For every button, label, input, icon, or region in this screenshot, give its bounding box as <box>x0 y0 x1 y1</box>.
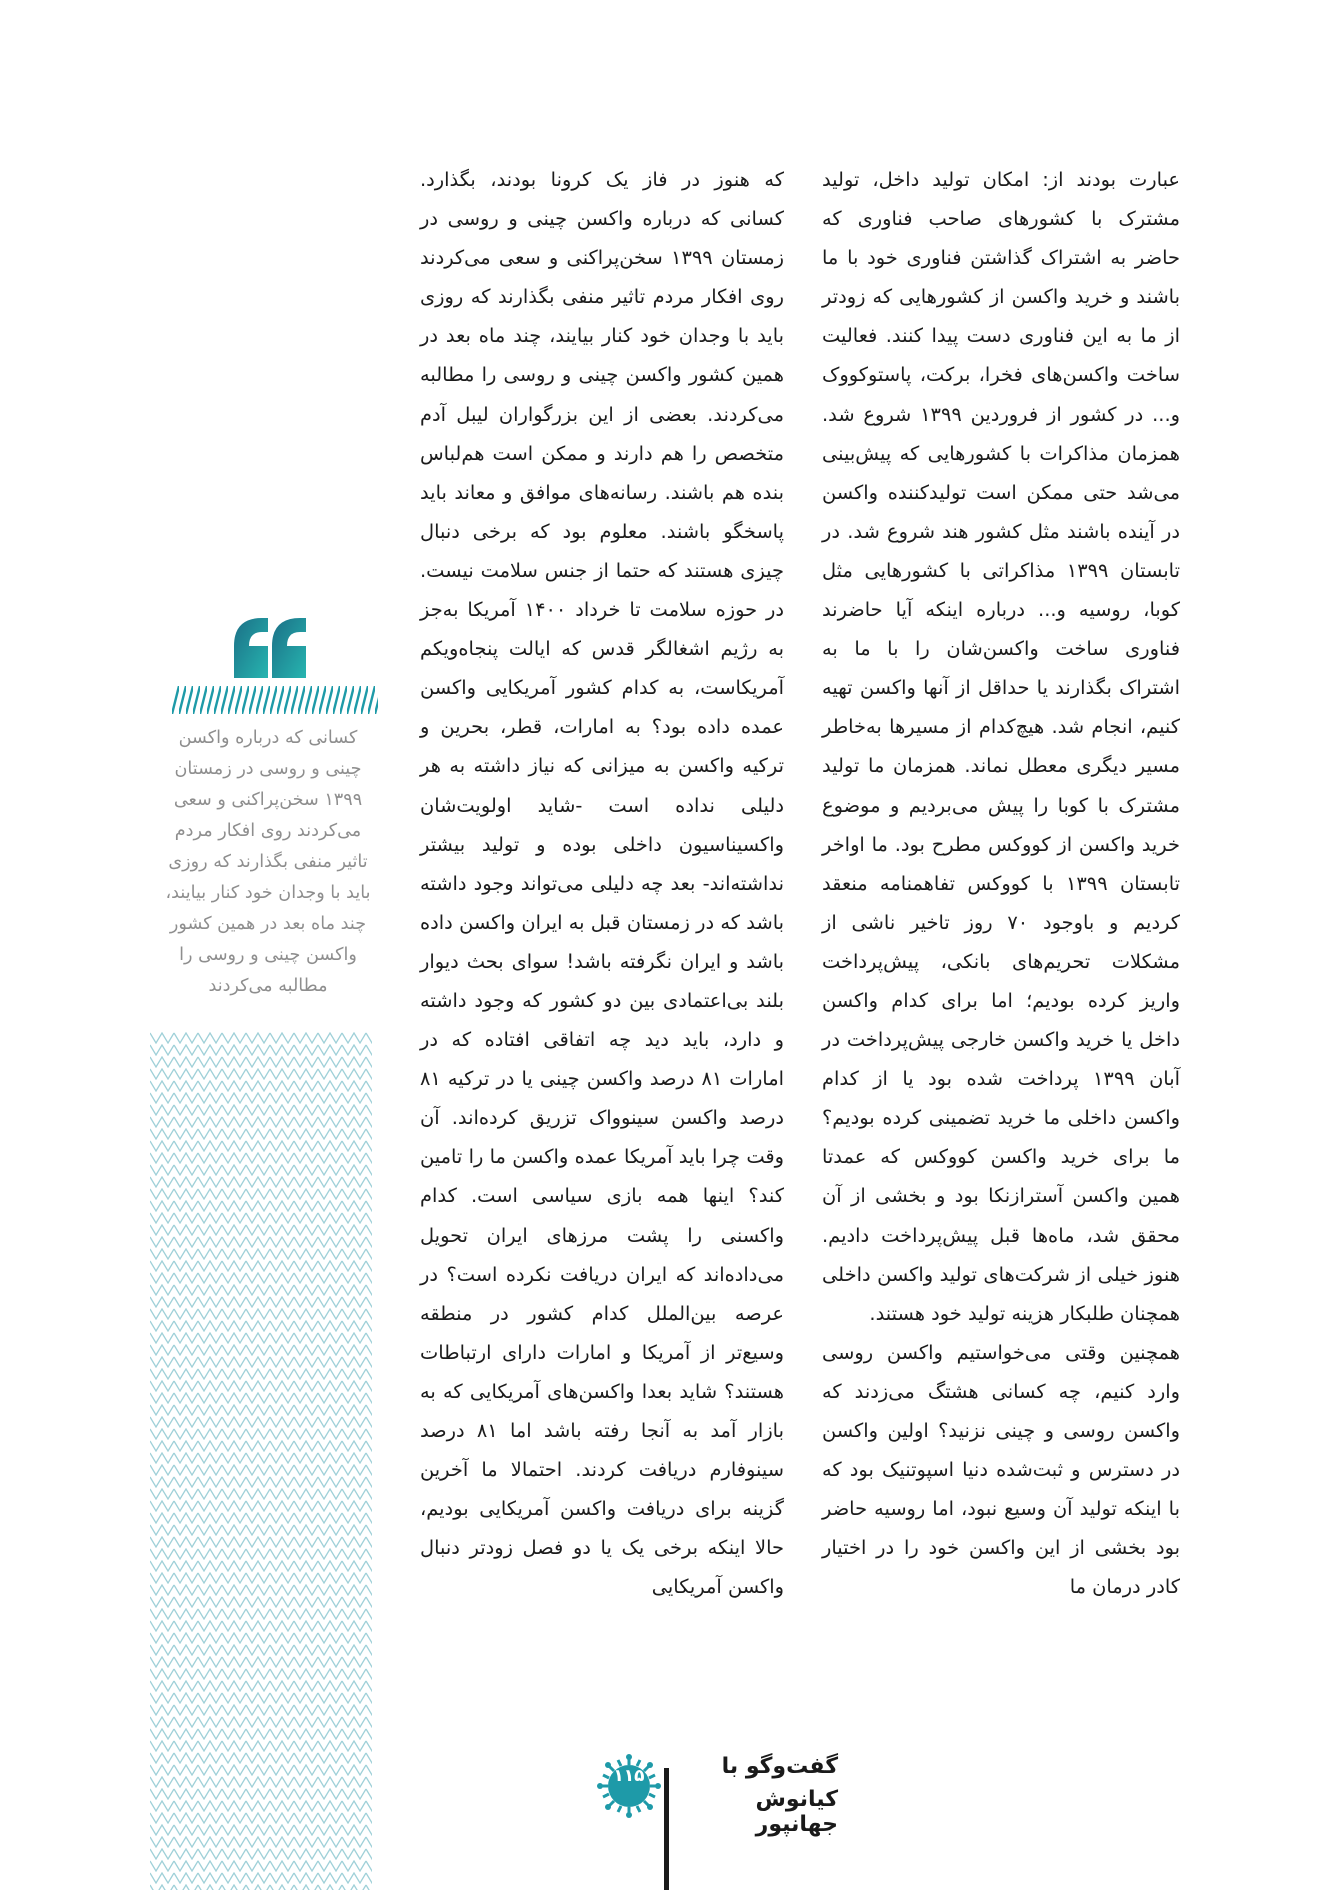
pull-quote: کسانی که درباره واکسن چینی و روسی در زمستان ۱۳۹۹ سخن‌پراکنی و سعی می‌کردند روی افکار مردم تاثیر منفی بگذارند که روزی باید با وجدان خود کنار بیایند، چند ماه بعد در همین کشور واکسن چینی و روسی را مطالبه می‌کردند <box>165 728 371 996</box>
page-number: ۱۱۵ <box>613 1766 645 1786</box>
paragraph: همچنین وقتی می‌خواستیم واکسن روسی وارد کنیم، چه کسانی هشتگ می‌زدند که واکسن روسی و چینی نزنید؟ اولین واکسن در دسترس و ثبت‌شده دنیا اسپوتنیک بود که با اینکه تولید آن وسیع نبود، اما روسیه حاضر بود بخشی از این واکسن خود را در اختیار کادر درمان ما <box>822 1340 1180 1599</box>
article-column-middle <box>420 160 784 1606</box>
article-column-right <box>822 160 1180 1606</box>
quote-icon <box>234 618 306 678</box>
zigzag-pattern <box>150 1032 372 1890</box>
paragraph: که هنوز در فاز یک کرونا بودند، بگذارد. کسانی که درباره واکسن چینی و روسی در زمستان ۱۳۹۹ سخن‌پراکنی و سعی می‌کردند روی افکار مردم تاثیر منفی بگذارند که روزی باید با وجدان خود کنار بیایند، چند ماه بعد در همین کشور واکسن چینی و روسی را مطالبه می‌کردند. بعضی از این بزرگواران لیبل آدم متخصص را هم دارند و ممکن است هم‌لباس بنده هم باشند. رسانه‌های موافق و معاند باید پاسخگو باشند. معلوم بود که برخی دنبال چیزی هستند که حتما از جنس سلامت نیست. در حوزه سلامت تا خرداد ۱۴۰۰ آمریکا به‌جز به رژیم اشغالگر قدس که ایالت پنجاه‌ویکم آمریکاست، به کدام کشور آمریکایی واکسن عمده داده بود؟ به امارات، قطر، بحرین و ترکیه واکسن به میزانی که نیاز داشته به هر دلیلی نداده است -شاید اولویت‌شان واکسیناسیون داخلی بوده و تولید بیشتر نداشته‌اند- بعد چه دلیلی می‌تواند وجود داشته باشد که در زمستان قبل به ایران واکسن داده باشد و ایران نگرفته باشد! سوای بحث دیوار بلند بی‌اعتمادی بین دو کشور که وجود داشته و دارد، باید دید چه اتفاقی افتاده که در امارات ۸۱ درصد واکسن چینی یا در ترکیه ۸۱ درصد واکسن سینوواک تزریق کرده‌اند. آن وقت چرا باید آمریکا عمده واکسن ما را تامین کند؟ اینها همه بازی سیاسی است. کدام واکسنی را پشت مرزهای ایران تحویل می‌داده‌اند که ایران دریافت نکرده است؟ در عرصه بین‌الملل کدام کشور در منطقه وسیع‌تر از آمریکا و امارات دارای ارتباطات هستند؟ شاید بعدا واکسن‌های آمریکایی که به بازار آمد به آنجا رفته باشد اما ۸۱ درصد سینوفارم دریافت کردند. احتمالا ما آخرین گزینه برای دریافت واکسن آمریکایی بودیم، حالا اینکه برخی یک یا دو فصل زودتر دنبال واکسن آمریکایی <box>420 168 784 1599</box>
section-subtitle: کیانوش جهانپور <box>755 1787 838 1837</box>
virus-badge-icon <box>596 1753 662 1819</box>
footer-divider <box>664 1768 669 1890</box>
paragraph: عبارت بودند از: امکان تولید داخل، تولید مشترک با کشورهای صاحب فناوری که حاضر به اشتراک گذاشتن فناوری خود با ما باشند و خرید واکسن از کشورهایی که زودتر از ما به این فناوری دست پیدا کنند. فعالیت ساخت واکسن‌های فخرا، برکت، پاستوکووک و... در کشور از فروردین ۱۳۹۹ شروع شد. همزمان مذاکرات با کشورهایی که پیش‌بینی می‌شد حتی ممکن است تولیدکننده واکسن در آینده باشند مثل کشور هند شروع شد. در تابستان ۱۳۹۹ مذاکراتی با کشورهایی مثل کوبا، روسیه و... درباره اینکه آیا حاضرند فناوری ساخت واکسن‌شان را با ما به اشتراک بگذارند یا حداقل از آنها واکسن تهیه کنیم، انجام شد. هیچ‌کدام از مسیرها به‌خاطر مسیر دیگری معطل نماند. همزمان ما تولید مشترک با کوبا را پیش می‌بردیم و موضوع خرید واکسن از کووکس مطرح بود. ما اواخر تابستان ۱۳۹۹ با کووکس تفاهمنامه منعقد کردیم و باوجود ۷۰ روز تاخیر ناشی از مشکلات تحریم‌های بانکی، پیش‌پرداخت واریز کرده بودیم؛ اما برای کدام واکسن داخل یا خرید واکسن خارجی پیش‌پرداخت در آبان ۱۳۹۹ پرداخت شده بود یا از کدام واکسن داخلی ما خرید تضمینی کرده بودیم؟ ما برای خرید واکسن کووکس که عمدتا همین واکسن آسترازنکا بود و بخشی از آن محقق شد، ماه‌ها قبل پیش‌پرداخت دادیم. هنوز خیلی از شرکت‌های تولید واکسن داخلی همچنان طلبکار هزینه تولید خود هستند. <box>822 168 1181 1325</box>
hatch-divider <box>172 686 378 714</box>
section-title: گفت‌وگو با <box>721 1754 838 1779</box>
